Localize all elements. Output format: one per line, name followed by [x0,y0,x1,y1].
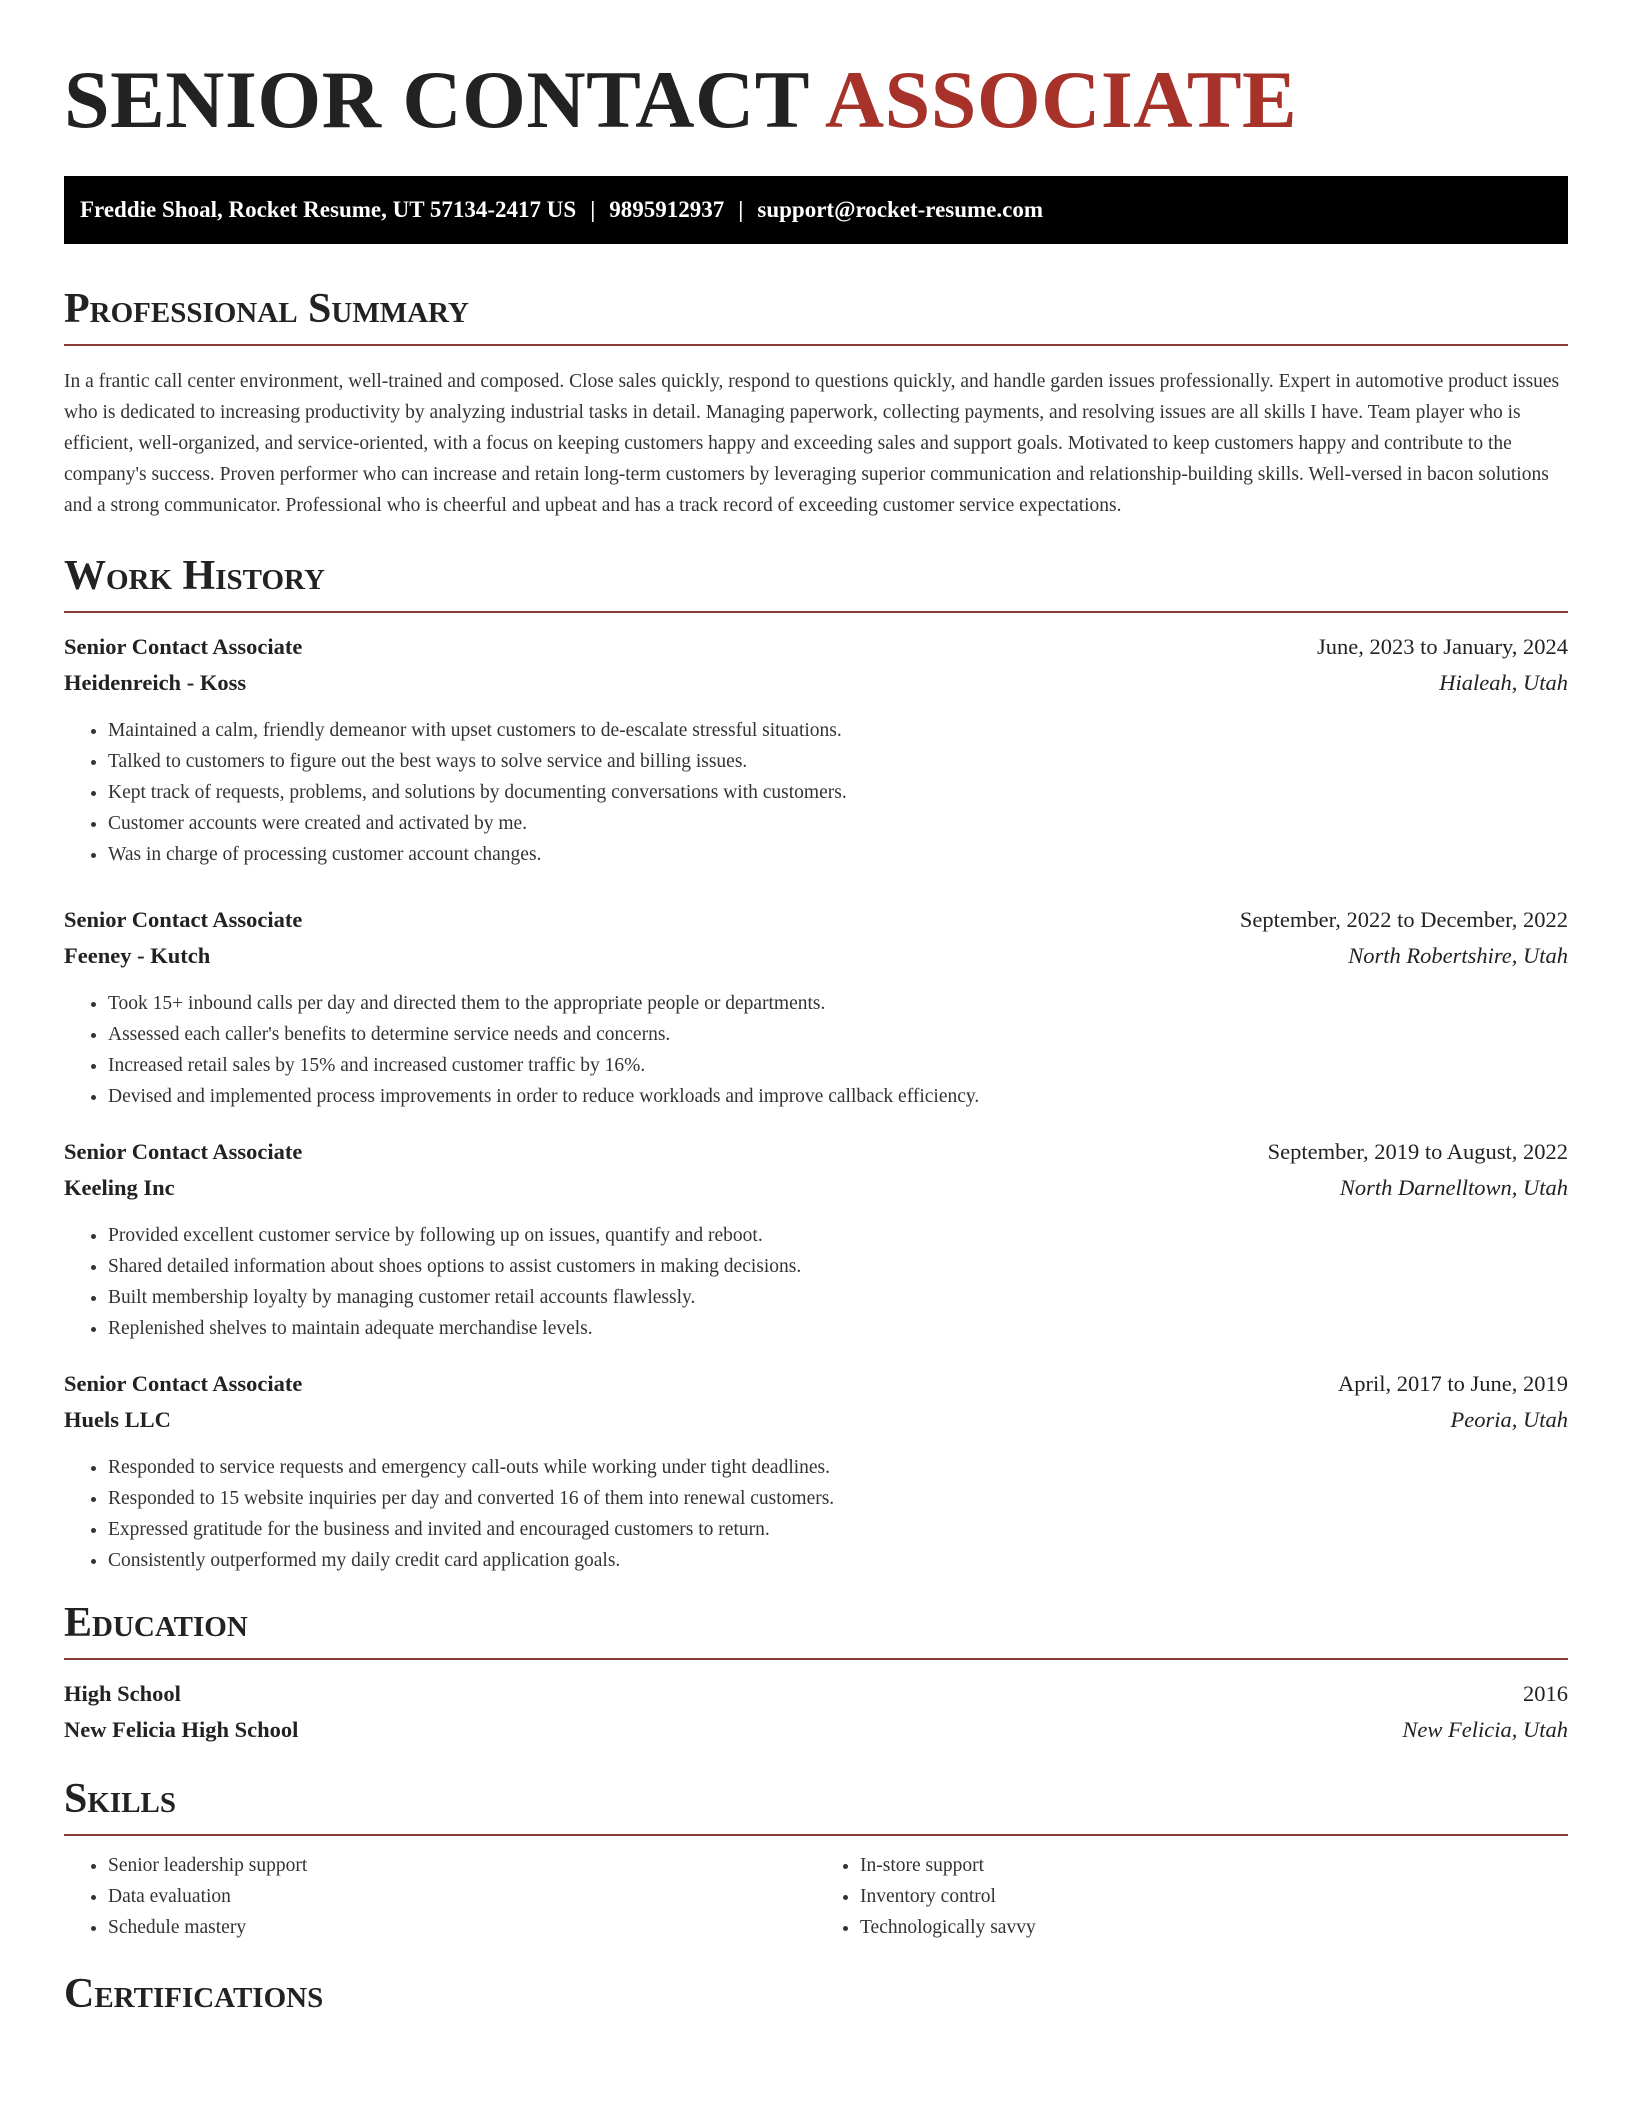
title-main: SENIOR CONTACT [64,54,809,145]
job-location: Hialeah, Utah [1439,670,1568,695]
skills-section [64,1778,1568,1943]
job-dates: September, 2022 to December, 2022 [1239,907,1568,932]
certifications-section [64,1973,1568,2029]
skills-list-right [816,1850,1568,1943]
section-title-skills: Skills [64,1778,1568,1836]
job-company-row [64,938,1568,974]
job-company-row [64,665,1568,701]
job-bullet: • Kept track of requests, problems, and solutions by documenting conversations with customers. [108,777,1568,808]
professional-summary-section [64,288,1568,521]
job-location: North Robertshire, Utah [1348,943,1568,968]
job-entry [64,902,1568,1112]
job-role: Senior Contact Associate [64,1371,303,1396]
resume-title [64,0,1568,145]
job-company: Feeney - Kutch [64,943,211,968]
job-company: Huels LLC [64,1407,171,1432]
job-bullet: • Responded to 15 website inquiries per day and converted 16 of them into renewal customers. [108,1483,1568,1514]
title-accent: ASSOCIATE [824,54,1298,145]
job-bullet: • Customer accounts were created and activated by me. [108,808,1568,839]
job-bullets [64,1452,1568,1576]
job-bullet: • Replenished shelves to maintain adequate merchandise levels. [108,1313,1568,1344]
job-bullets [64,1220,1568,1344]
job-header-row [64,1134,1568,1170]
job-location: Peoria, Utah [1450,1407,1568,1432]
contact-phone: 9895912937 [609,197,725,222]
summary-text: In a frantic call center environment, well-trained and composed. Close sales quickly, respond to questions quickly, and handle garden issues professionally. Expert in automotive product issues who is dedicated to increasing productivity by analyzing industrial tasks in detail. Managing paperwork, collecting payments, and resolving issues are all skills I have. Team player who is efficient, well-organized, and service-oriented, with a focus on keeping customers happy and exceeding sales and support goals. Motivated to keep customers happy and contribute to the company's success. Proven performer who can increase and retain long-term customers by leveraging superior communication and relationship-building skills. Well-versed in bacon solutions and a strong communicator. Professional who is cheerful and upbeat and has a track record of exceeding customer service expectations. [64,371,1560,516]
skill-item: • Data evaluation [108,1881,816,1912]
job-header-row [64,1366,1568,1402]
job-bullet: • Assessed each caller's benefits to determine service needs and concerns. [108,1019,1568,1050]
job-role: Senior Contact Associate [64,907,303,932]
job-location: North Darnelltown, Utah [1339,1175,1568,1200]
job-bullet: • Provided excellent customer service by following up on issues, quantify and reboot. [108,1220,1568,1251]
job-bullet: • Responded to service requests and emergency call-outs while working under tight deadlines. [108,1452,1568,1483]
job-bullet: • Was in charge of processing customer account changes. [108,839,1568,870]
education-entry [64,1676,1568,1748]
skill-item: • Technologically savvy [860,1912,1568,1943]
skills-list-left [64,1850,816,1943]
job-bullet: • Maintained a calm, friendly demeanor with upset customers to de-escalate stressful situations. [108,715,1568,746]
job-bullet: • Devised and implemented process improvements in order to reduce workloads and improve callback efficiency. [108,1081,1568,1112]
job-dates: September, 2019 to August, 2022 [1267,1139,1568,1164]
contact-email: support@rocket-resume.com [757,197,1044,222]
education-location: New Felicia, Utah [1402,1717,1568,1742]
contact-bar [64,176,1568,244]
job-bullet: • Built membership loyalty by managing customer retail accounts flawlessly. [108,1282,1568,1313]
section-title-summary: Professional Summary [64,288,1568,346]
section-title-education: Education [64,1602,1568,1660]
skill-item: • Inventory control [860,1881,1568,1912]
job-bullet: • Shared detailed information about shoes options to assist customers in making decisions. [108,1251,1568,1282]
education-degree: High School [64,1681,181,1706]
skill-item: • Senior leadership support [108,1850,816,1881]
job-role: Senior Contact Associate [64,634,303,659]
work-history-section [64,555,1568,1576]
job-bullet: • Increased retail sales by 15% and increased customer traffic by 16%. [108,1050,1568,1081]
job-header-row [64,902,1568,938]
job-entry [64,629,1568,870]
skill-item: • In-store support [860,1850,1568,1881]
job-bullet: • Took 15+ inbound calls per day and directed them to the appropriate people or departments. [108,988,1568,1019]
job-entry [64,1366,1568,1576]
job-company: Keeling Inc [64,1175,175,1200]
contact-separator: | [738,197,744,222]
job-dates: June, 2023 to January, 2024 [1316,634,1568,659]
job-bullet: • Talked to customers to figure out the best ways to solve service and billing issues. [108,746,1568,777]
contact-address: Freddie Shoal, Rocket Resume, UT 57134-2417 US [80,197,577,222]
education-section [64,1602,1568,1748]
job-entry [64,1134,1568,1344]
education-school: New Felicia High School [64,1717,299,1742]
education-year: 2016 [1523,1681,1568,1706]
job-bullets [64,988,1568,1112]
skill-item: • Schedule mastery [108,1912,816,1943]
job-bullet: • Expressed gratitude for the business and invited and encouraged customers to return. [108,1514,1568,1545]
job-company-row [64,1170,1568,1206]
job-bullet: • Consistently outperformed my daily credit card application goals. [108,1545,1568,1576]
job-company-row [64,1402,1568,1438]
section-title-work-history: Work History [64,555,1568,613]
contact-separator: | [590,197,596,222]
education-school-row [64,1712,1568,1748]
education-header-row [64,1676,1568,1712]
section-title-certifications: Certifications [64,1971,324,2017]
job-company: Heidenreich - Koss [64,670,247,695]
job-role: Senior Contact Associate [64,1139,303,1164]
job-dates: April, 2017 to June, 2019 [1338,1371,1568,1396]
job-bullets [64,715,1568,870]
job-header-row [64,629,1568,665]
skills-columns [64,1850,1568,1943]
